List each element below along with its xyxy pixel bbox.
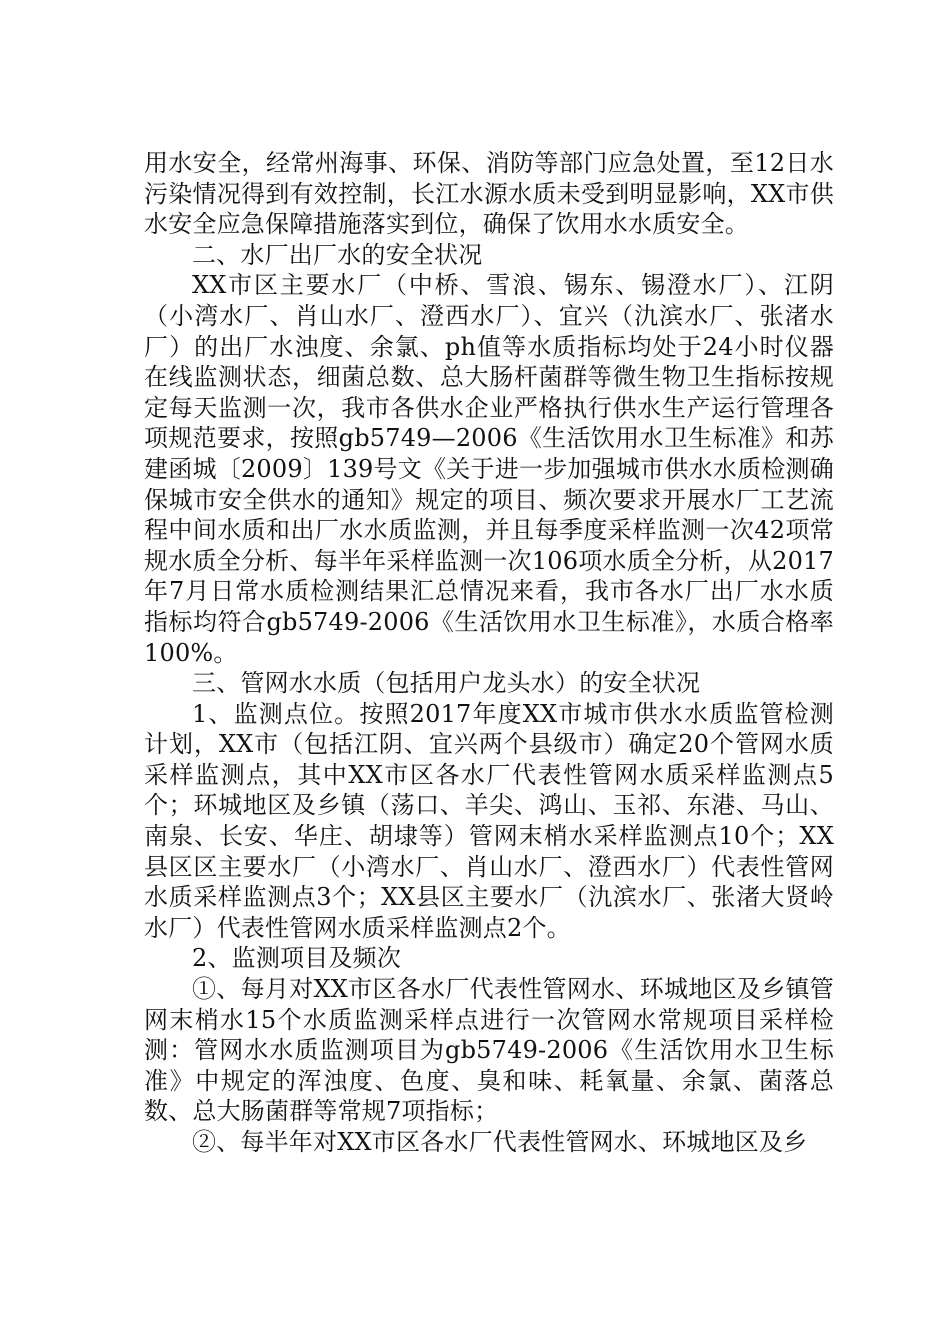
paragraph-1: 用水安全，经常州海事、环保、消防等部门应急处置，至12日水污染情况得到有效控制，长江水源水质未受到明显影响，XX市供水安全应急保障措施落实到位，确保了饮用水水质安全。 [144,149,834,239]
paragraph-semiannual-monitoring: ②、每半年对XX市区各水厂代表性管网水、环城地区及乡 [192,1128,808,1156]
section-heading-2: 二、水厂出厂水的安全状况 [192,240,483,269]
paragraph-3: XX市区主要水厂（中桥、雪浪、锡东、锡澄水厂）、江阴（小湾水厂、肖山水厂、澄西水厂）、宜兴（氿滨水厂、张渚水厂）的出厂水浊度、余氯、ph值等水质指标均处于24小时仪器在线监测状态，细菌总数、总大肠杆菌群等微生物卫生指标按规定每天监测一次，我市各供水企业严格执行供水生产运行管理各项规范要求，按照gb5749—2006《生活饮用水卫生标准》和苏建函城〔2009〕139号文《关于进一步加强城市供水水质检测确保城市安全供水的通知》规定的项目、频次要求开展水厂工艺流程中间水质和出厂水水质监测，并且每季度采样监测一次42项常规水质全分析、每半年采样监测一次106项水质全分析，从2017年7月日常水质检测结果汇总情况来看，我市各水厂出厂水水质指标均符合gb5749-2006《生活饮用水卫生标准》，水质合格率100%。 [144,271,834,667]
section-heading-3: 三、管网水水质（包括用户龙头水）的安全状况 [192,669,701,698]
subheading-monitoring-items: 2、监测项目及频次 [192,944,402,973]
paragraph-monthly-monitoring: ①、每月对XX市区各水厂代表性管网水、环城地区及乡镇管网末梢水15个水质监测采样点进行一次管网水常规项目采样检测：管网水水质监测项目为gb5749-2006《生活饮用水卫生标准》中规定的浑浊度、色度、臭和味、耗氧量、余氯、菌落总数、总大肠菌群等常规7项指标； [144,975,834,1126]
document-body [144,148,834,1158]
paragraph-monitoring-points: 1、监测点位。按照2017年度XX市城市供水水质监管检测计划，XX市（包括江阴、宜兴两个县级市）确定20个管网水质采样监测点，其中XX市区各水厂代表性管网水质采样监测点5个；环城地区及乡镇（荡口、羊尖、鸿山、玉祁、东港、马山、南泉、长安、华庄、胡埭等）管网末梢水采样监测点10个；XX县区区主要水厂（小湾水厂、肖山水厂、澄西水厂）代表性管网水质采样监测点3个；XX县区主要水厂（氿滨水厂、张渚大贤岭水厂）代表性管网水质采样监测点2个。 [144,699,834,942]
